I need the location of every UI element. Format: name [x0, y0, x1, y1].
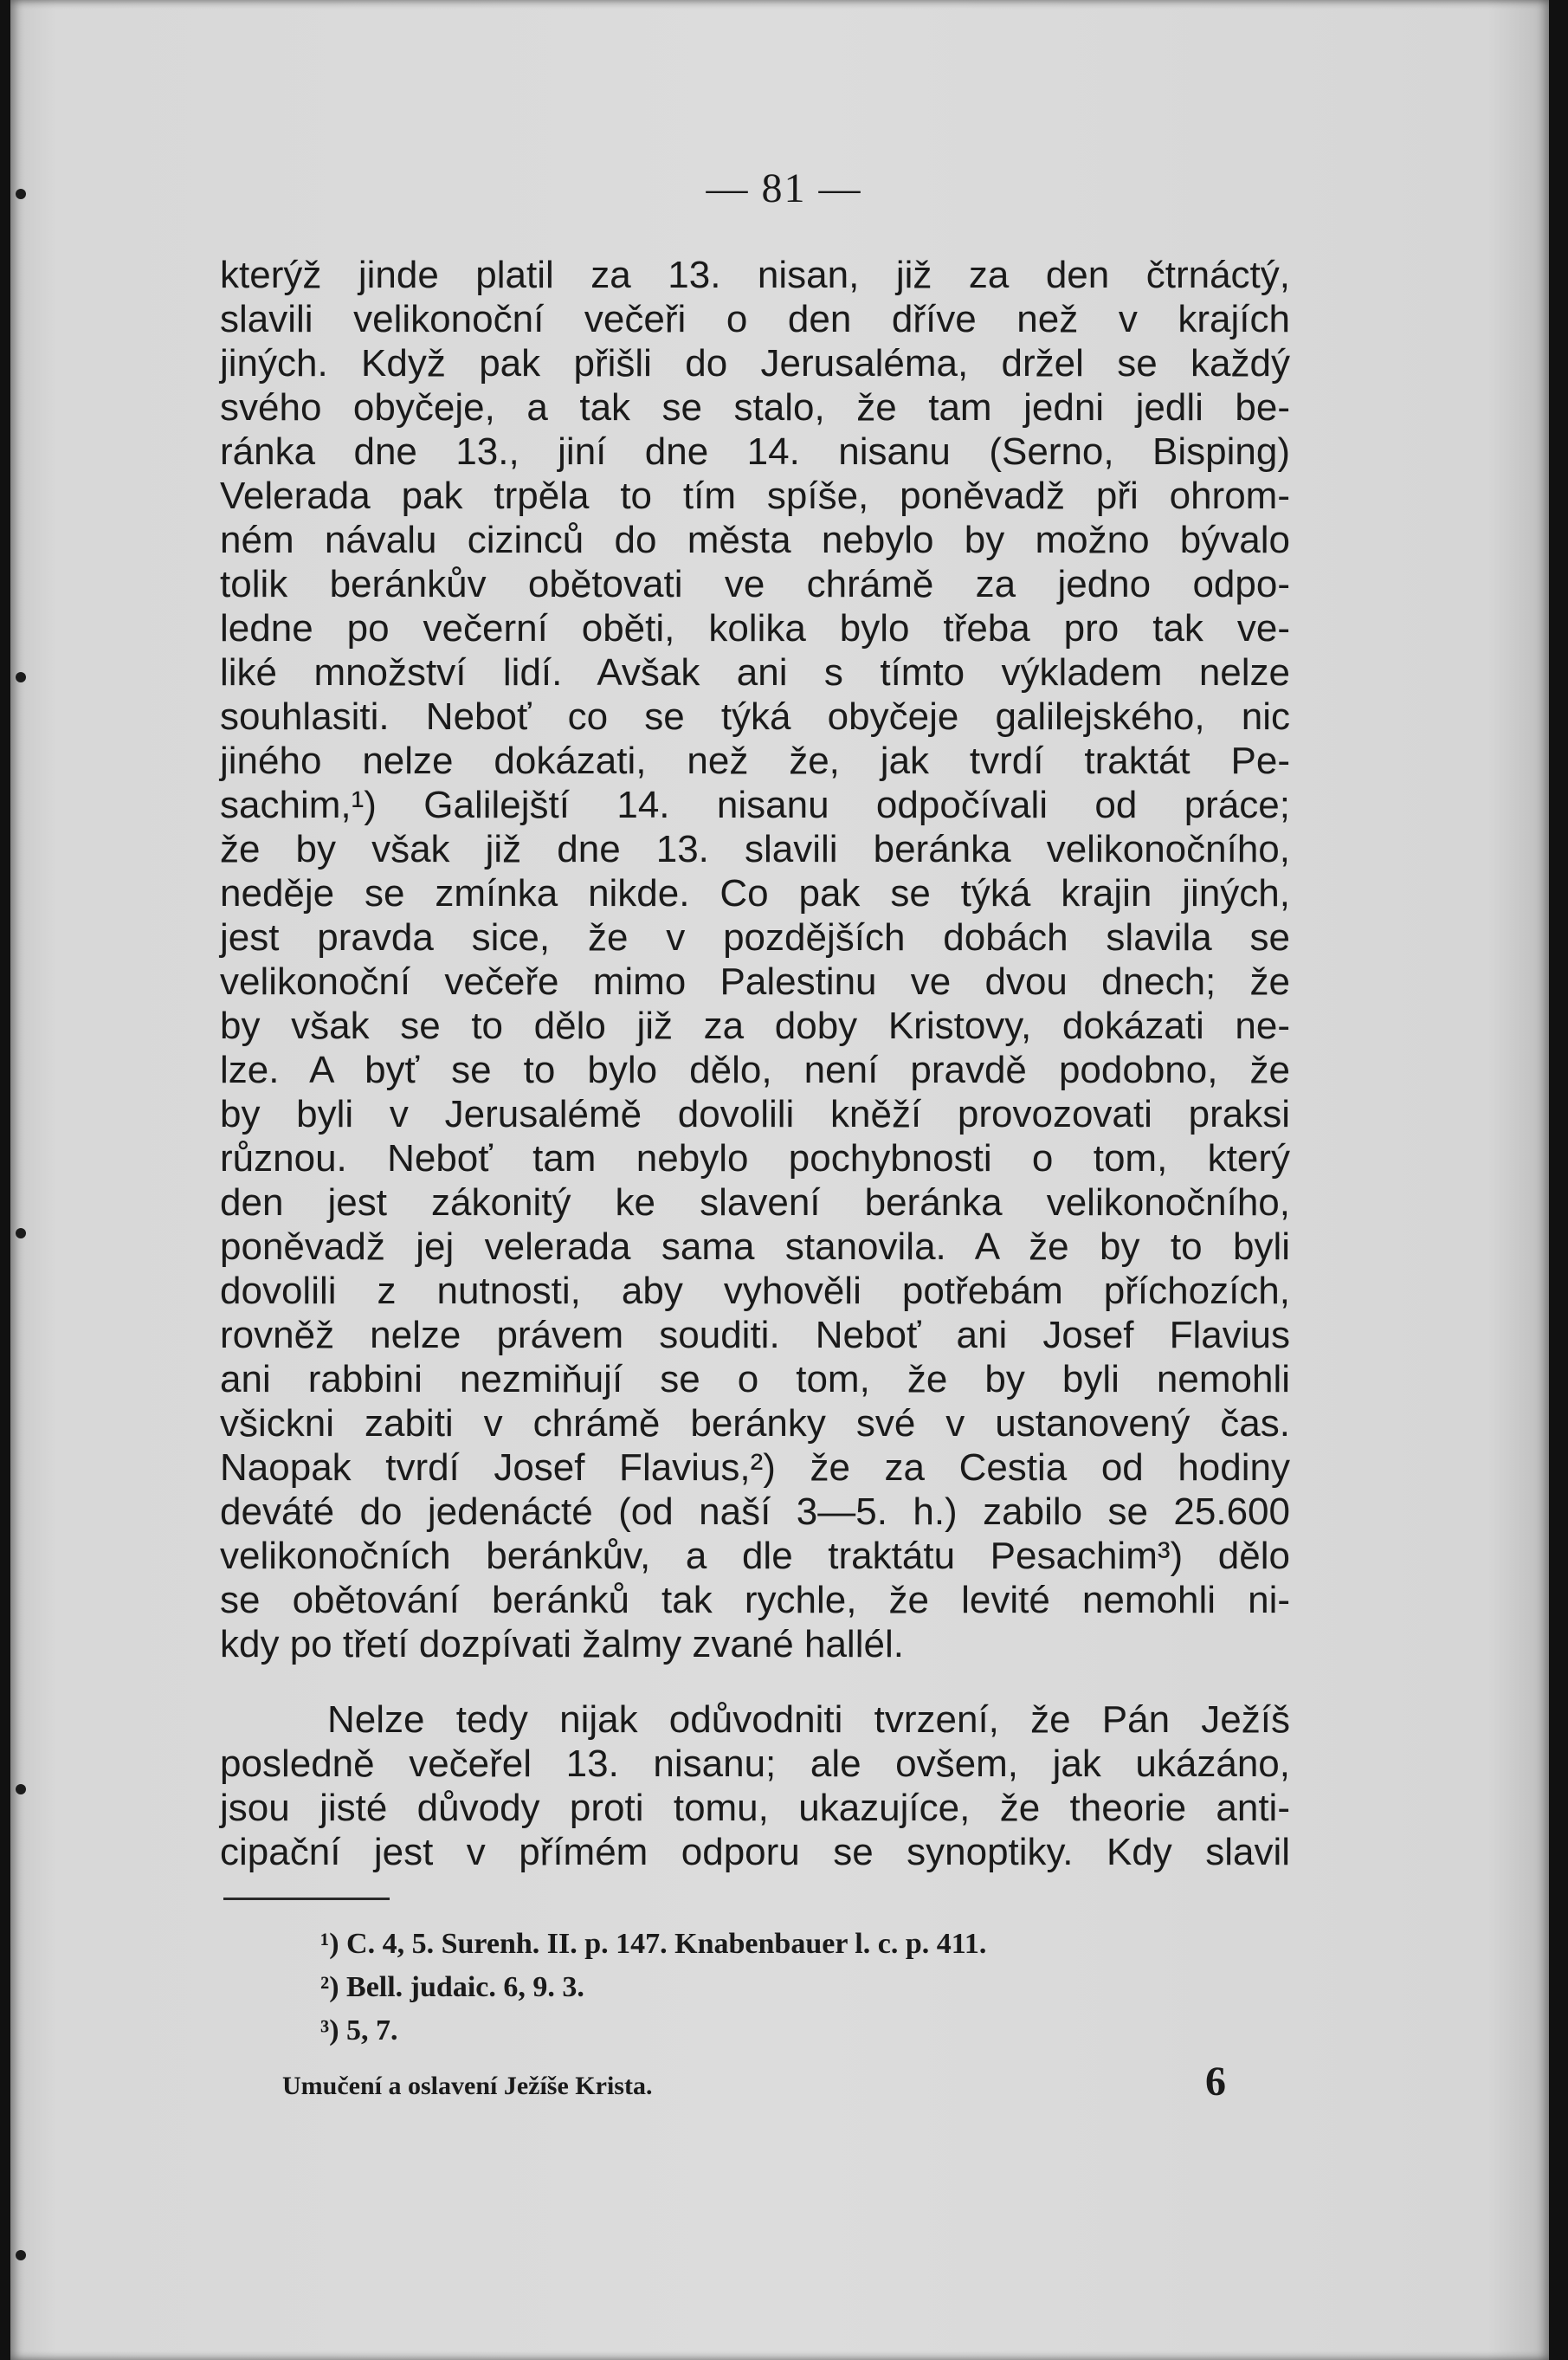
text-line: různou. Neboť tam nebylo pochybnosti o tom, který	[220, 1137, 1290, 1180]
text-line: den jest zákonitý ke slavení beránka velikonočního,	[220, 1181, 1290, 1224]
footnote: ¹) C. 4, 5. Surenh. II. p. 147. Knabenbauer l. c. p. 411.	[320, 1928, 987, 1960]
text-line: Naopak tvrdí Josef Flavius,²) že za Cestia od hodiny	[220, 1446, 1290, 1489]
footnote: ²) Bell. judaic. 6, 9. 3.	[320, 1971, 584, 2003]
text-line: kterýž jinde platil za 13. nisan, již za den čtrnáctý,	[220, 254, 1290, 296]
text-line: tolik beránkův obětovati ve chrámě za jedno odpo-	[220, 563, 1290, 605]
signature-line: Umučení a oslavení Ježíše Krista.	[282, 2072, 653, 2100]
text-line: jsou jisté důvody proti tomu, ukazujíce, že theorie anti-	[220, 1787, 1290, 1829]
footnotes	[320, 1923, 1273, 2053]
text-line: ném návalu cizinců do města nebylo by možno bývalo	[220, 519, 1290, 561]
text-line: se obětování beránků tak rychle, že levité nemohli ni-	[220, 1579, 1290, 1621]
text-line: ránka dne 13., jiní dne 14. nisanu (Serno, Bisping)	[220, 430, 1290, 473]
text-line: velikonočních beránkův, a dle traktátu Pesachim³) dělo	[220, 1535, 1290, 1577]
text-line: ani rabbini nezmiňují se o tom, že by byli nemohli	[220, 1358, 1290, 1400]
page-number: — 81 —	[706, 165, 862, 211]
text-line: velikonoční večeře mimo Palestinu ve dvou dnech; že	[220, 960, 1290, 1003]
text-line: jiných. Když pak přišli do Jerusaléma, držel se každý	[220, 342, 1290, 385]
text-line: kdy po třetí dozpívati žalmy zvané hallél.	[220, 1623, 904, 1665]
text-line: svého obyčeje, a tak se stalo, že tam jedni jedli be-	[220, 386, 1290, 429]
footnote-separator	[223, 1898, 390, 1900]
text-line: Velerada pak trpěla to tím spíše, poněvadž při ohrom-	[220, 475, 1290, 517]
text-line: sachim,¹) Galilejští 14. nisanu odpočívali od práce;	[220, 784, 1290, 826]
text-line: že by však již dne 13. slavili beránka velikonočního,	[220, 828, 1290, 870]
paragraph-1	[220, 253, 1290, 1666]
text-line: dovolili z nutnosti, aby vyhověli potřebám příchozích,	[220, 1270, 1290, 1312]
sheet-mark: 6	[1205, 2059, 1226, 2105]
text-line: deváté do jedenácté (od naší 3—5. h.) zabilo se 25.600	[220, 1490, 1290, 1533]
text-line: by však se to dělo již za doby Kristovy, dokázati ne-	[220, 1005, 1290, 1047]
body-text	[220, 253, 1290, 1874]
text-line: poněvadž jej velerada sama stanovila. A že by to byli	[220, 1225, 1290, 1268]
text-line: všickni zabiti v chrámě beránky své v ustanovený čas.	[220, 1402, 1290, 1445]
text-line: by byli v Jerusalémě dovolili kněží provozovati praksi	[220, 1093, 1290, 1135]
binding-hole-mark	[16, 1784, 26, 1794]
text-line: liké množství lidí. Avšak ani s tímto výkladem nelze	[220, 651, 1290, 694]
text-line: cipační jest v přímém odporu se synoptiky. Kdy slavil	[220, 1831, 1290, 1873]
text-line: neděje se zmínka nikde. Co pak se týká krajin jiných,	[220, 872, 1290, 915]
text-line: slavili velikonoční večeři o den dříve než v krajích	[220, 298, 1290, 340]
text-line: posledně večeřel 13. nisanu; ale ovšem, jak ukázáno,	[220, 1743, 1290, 1785]
footnote: ³) 5, 7.	[320, 2014, 398, 2046]
binding-hole-mark	[16, 2250, 26, 2260]
text-line: souhlasiti. Neboť co se týká obyčeje galilejského, nic	[220, 695, 1290, 738]
text-line: rovněž nelze právem souditi. Neboť ani Josef Flavius	[220, 1314, 1290, 1356]
text-line: ledne po večerní oběti, kolika bylo třeba pro tak ve-	[220, 607, 1290, 650]
text-line: jest pravda sice, že v pozdějších dobách slavila se	[220, 916, 1290, 959]
text-line: lze. A byť se to bylo dělo, není pravdě podobno, že	[220, 1049, 1290, 1091]
paragraph-2	[220, 1697, 1290, 1874]
text-line: Nelze tedy nijak odůvodniti tvrzení, že Pán Ježíš	[327, 1698, 1290, 1741]
binding-hole-mark	[16, 1228, 26, 1238]
text-line: jiného nelze dokázati, než že, jak tvrdí traktát Pe-	[220, 740, 1290, 782]
paragraph-gap	[220, 1666, 1290, 1697]
binding-hole-mark	[16, 672, 26, 682]
